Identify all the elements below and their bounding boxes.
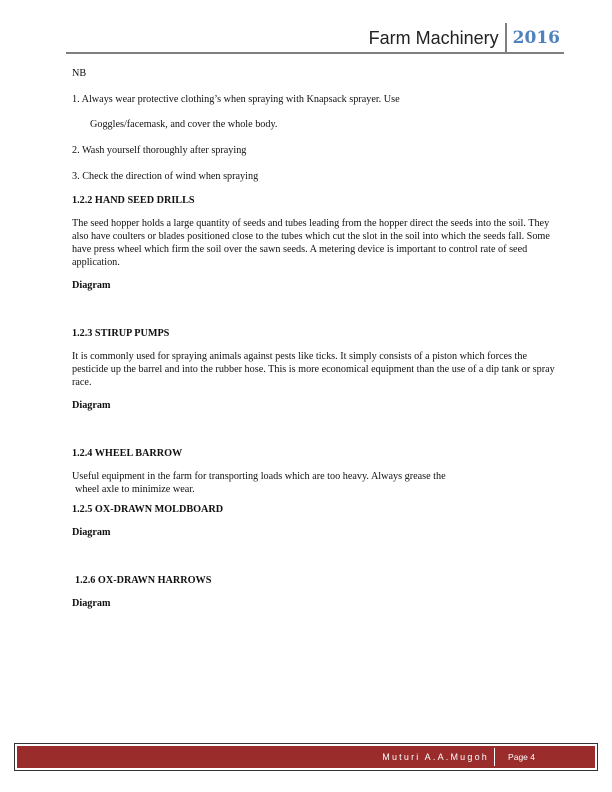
footer-author: Muturi A.A.Mugoh bbox=[382, 752, 489, 762]
list-item: 1. Always wear protective clothing’s when spraying with Knapsack sprayer. Use bbox=[72, 94, 400, 105]
page-number: Page 4 bbox=[508, 752, 535, 762]
diagram-label: Diagram bbox=[72, 400, 111, 411]
list-item-continuation: Goggles/facemask, and cover the whole body. bbox=[90, 119, 278, 130]
diagram-label: Diagram bbox=[72, 527, 111, 538]
list-item: 3. Check the direction of wind when spraying bbox=[72, 171, 259, 182]
section-heading: 1.2.5 OX-DRAWN MOLDBOARD bbox=[72, 504, 224, 515]
section-heading: 1.2.4 WHEEL BARROW bbox=[72, 448, 183, 459]
section-paragraph: It is commonly used for spraying animals against pests like ticks. It simply consists of a piston which forces the pesticide up the barrel and into the rubber hose. This is more economical equipment than the use of a dip tank or spray race. bbox=[72, 351, 555, 388]
nb-label: NB bbox=[72, 68, 87, 79]
header-year: 2016 bbox=[512, 28, 560, 48]
header-title: Farm Machinery bbox=[368, 27, 499, 48]
section-paragraph: Useful equipment in the farm for transporting loads which are too heavy. Always grease the bbox=[72, 471, 446, 482]
section-heading: 1.2.2 HAND SEED DRILLS bbox=[72, 195, 195, 206]
section-paragraph: The seed hopper holds a large quantity of seeds and tubes leading from the hopper direct the seeds into the soil. They also have coulters or blades positioned close to the tubes which cut the slot in the soil into which the seeds fall. Some have press wheel which firm the soil over the sawn seeds. A metering device is important to control rate of seed application. bbox=[72, 218, 550, 268]
list-item: 2. Wash yourself thoroughly after spraying bbox=[72, 145, 247, 156]
diagram-label: Diagram bbox=[72, 598, 111, 609]
document-body bbox=[72, 67, 557, 610]
section-heading: 1.2.3 STIRUP PUMPS bbox=[72, 328, 170, 339]
page-header bbox=[369, 22, 560, 54]
section-paragraph: wheel axle to minimize wear. bbox=[75, 484, 195, 495]
page-footer bbox=[14, 743, 598, 771]
diagram-label: Diagram bbox=[72, 280, 111, 291]
footer-divider bbox=[494, 748, 495, 766]
footer-bar bbox=[17, 746, 595, 768]
header-rule bbox=[66, 52, 564, 54]
section-heading: 1.2.6 OX-DRAWN HARROWS bbox=[75, 575, 212, 586]
